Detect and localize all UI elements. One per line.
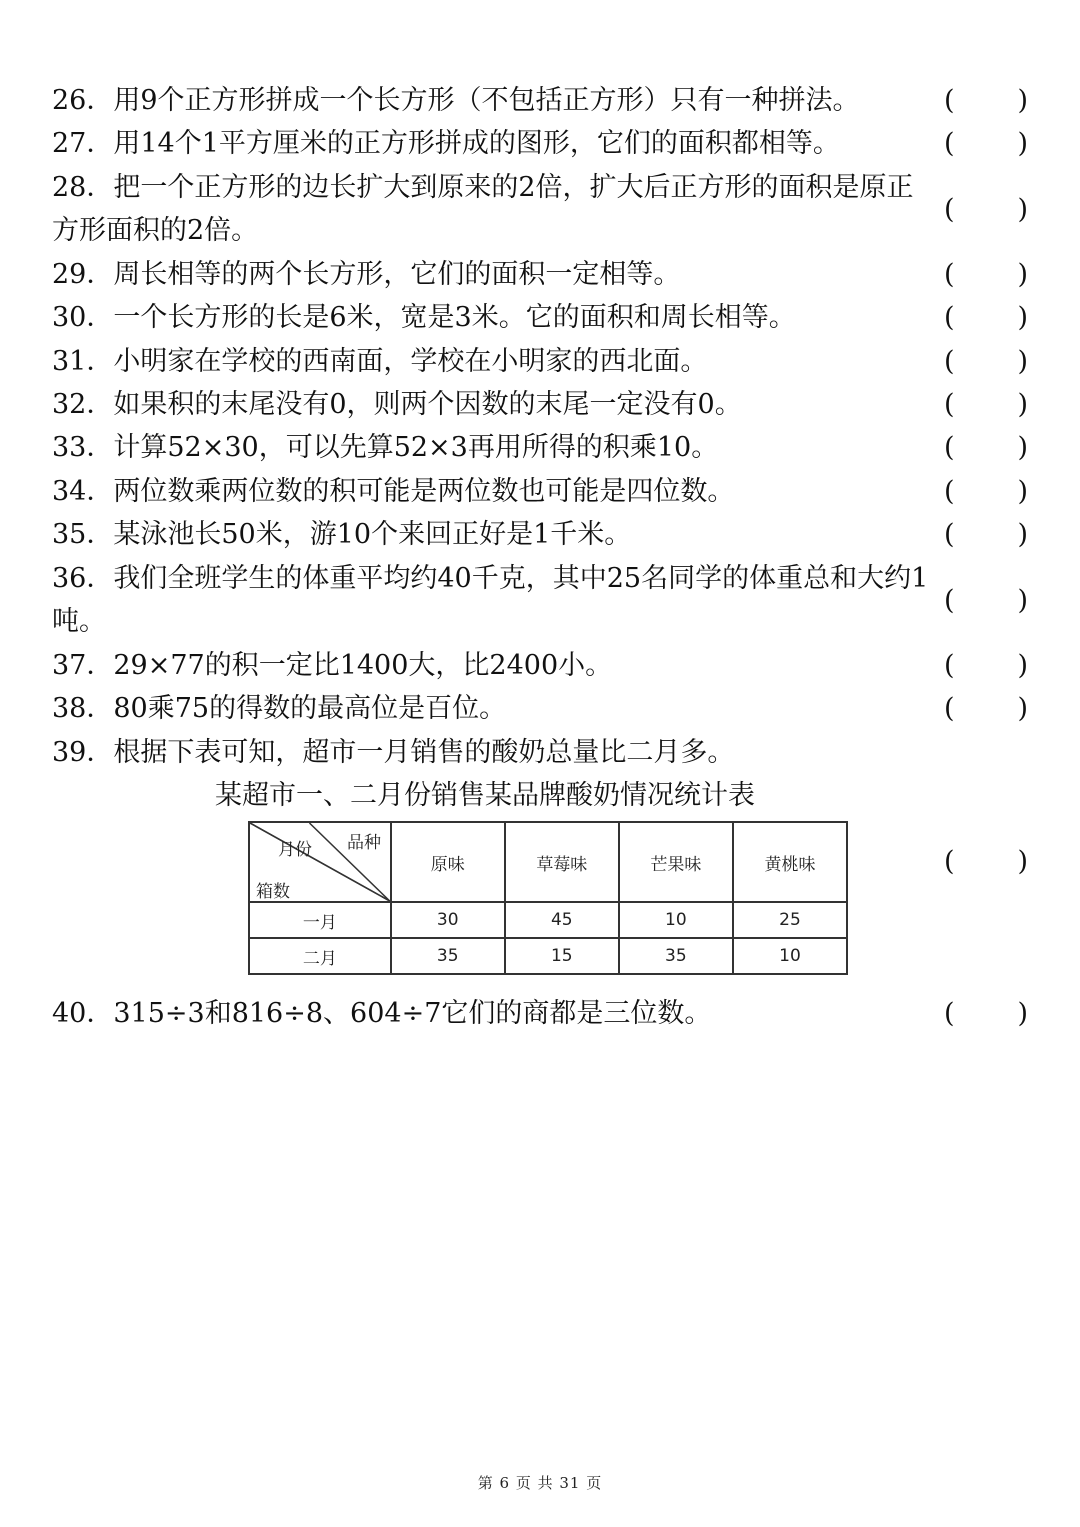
paren-open: ( xyxy=(944,302,955,333)
corner-label-month: 月份 xyxy=(278,840,312,860)
question-number: 30． xyxy=(52,302,114,333)
table-title: 某超市一、二月份销售某品牌酸奶情况统计表 xyxy=(215,780,755,811)
paren-open: ( xyxy=(944,85,955,116)
paren-open: ( xyxy=(944,432,955,463)
paren-close: ) xyxy=(1017,128,1028,159)
question-text: 用14个1平方厘米的正方形拼成的图形，它们的面积都相等。 xyxy=(113,128,840,159)
answer-blank-37[interactable] xyxy=(944,644,1028,687)
question-29 xyxy=(52,253,932,296)
question-text: 把一个正方形的边长扩大到原来的2倍，扩大后正方形的面积是原正方形面积的2倍。 xyxy=(52,172,914,246)
question-35 xyxy=(52,513,932,556)
paren-open: ( xyxy=(944,128,955,159)
paren-close: ) xyxy=(1017,194,1028,225)
paren-close: ) xyxy=(1017,85,1028,116)
table-cell: 25 xyxy=(733,902,847,938)
question-37 xyxy=(52,644,932,687)
paren-close: ) xyxy=(1017,846,1028,877)
question-number: 29． xyxy=(52,259,114,290)
question-number: 28． xyxy=(52,172,114,203)
table-cell: 35 xyxy=(619,938,733,974)
question-text: 一个长方形的长是6米，宽是3米。它的面积和周长相等。 xyxy=(113,302,796,333)
table-cell: 30 xyxy=(391,902,505,938)
question-30 xyxy=(52,296,932,339)
question-text: 小明家在学校的西南面，学校在小明家的西北面。 xyxy=(113,346,708,377)
question-number: 35． xyxy=(52,519,114,550)
question-text: 29×77的积一定比1400大，比2400小。 xyxy=(113,650,613,681)
row-label: 一月 xyxy=(249,902,391,938)
paren-close: ) xyxy=(1017,346,1028,377)
question-text: 两位数乘两位数的积可能是两位数也可能是四位数。 xyxy=(113,476,735,507)
paren-close: ) xyxy=(1017,476,1028,507)
answer-blank-27[interactable] xyxy=(944,122,1028,165)
question-text: 根据下表可知，超市一月销售的酸奶总量比二月多。 xyxy=(113,737,735,768)
paren-open: ( xyxy=(944,194,955,225)
paren-open: ( xyxy=(944,693,955,724)
question-34 xyxy=(52,470,932,513)
question-number: 33． xyxy=(52,432,114,463)
column-header: 黄桃味 xyxy=(733,822,847,902)
paren-open: ( xyxy=(944,346,955,377)
yogurt-sales-table xyxy=(248,821,848,975)
answer-blank-30[interactable] xyxy=(944,296,1028,339)
question-number: 34． xyxy=(52,476,114,507)
column-header: 原味 xyxy=(391,822,505,902)
answer-blank-40[interactable] xyxy=(944,992,1028,1035)
question-text: 用9个正方形拼成一个长方形（不包括正方形）只有一种拼法。 xyxy=(113,85,860,116)
question-28 xyxy=(52,166,922,252)
question-number: 27． xyxy=(52,128,114,159)
paren-close: ) xyxy=(1017,650,1028,681)
question-39 xyxy=(52,731,932,774)
table-row xyxy=(249,902,847,938)
question-text: 周长相等的两个长方形，它们的面积一定相等。 xyxy=(113,259,681,290)
question-number: 31． xyxy=(52,346,114,377)
table-cell: 45 xyxy=(505,902,619,938)
paren-close: ) xyxy=(1017,432,1028,463)
question-38 xyxy=(52,687,932,730)
answer-blank-26[interactable] xyxy=(944,79,1028,122)
corner-label-variety: 品种 xyxy=(347,833,381,853)
page-footer: 第 6 页 共 31 页 xyxy=(477,1474,603,1492)
table-cell: 10 xyxy=(733,938,847,974)
paren-open: ( xyxy=(944,998,955,1029)
question-text: 我们全班学生的体重平均约40千克，其中25名同学的体重总和大约1吨。 xyxy=(52,563,929,637)
question-36 xyxy=(52,557,932,643)
question-number: 26． xyxy=(52,85,114,116)
paren-open: ( xyxy=(944,476,955,507)
question-text: 计算52×30，可以先算52×3再用所得的积乘10。 xyxy=(113,432,719,463)
paren-open: ( xyxy=(944,585,955,616)
paren-close: ) xyxy=(1017,519,1028,550)
question-26 xyxy=(52,79,932,122)
answer-blank-34[interactable] xyxy=(944,470,1028,513)
answer-blank-33[interactable] xyxy=(944,426,1028,469)
column-header: 芒果味 xyxy=(619,822,733,902)
question-text: 315÷3和816÷8、604÷7它们的商都是三位数。 xyxy=(113,998,712,1029)
paren-open: ( xyxy=(944,650,955,681)
paren-close: ) xyxy=(1017,693,1028,724)
table-cell: 35 xyxy=(391,938,505,974)
column-header: 草莓味 xyxy=(505,822,619,902)
table-header-row xyxy=(249,822,847,902)
answer-blank-39[interactable] xyxy=(944,840,1028,883)
table-row xyxy=(249,938,847,974)
paren-close: ) xyxy=(1017,389,1028,420)
question-number: 32． xyxy=(52,389,114,420)
paren-open: ( xyxy=(944,259,955,290)
question-number: 36． xyxy=(52,563,114,594)
question-number: 38． xyxy=(52,693,114,724)
paren-close: ) xyxy=(1017,585,1028,616)
question-number: 37． xyxy=(52,650,114,681)
answer-blank-36[interactable] xyxy=(944,579,1028,622)
table-corner-cell xyxy=(249,822,391,902)
question-number: 39． xyxy=(52,737,114,768)
paren-open: ( xyxy=(944,389,955,420)
paren-close: ) xyxy=(1017,302,1028,333)
question-33 xyxy=(52,426,932,469)
question-text: 80乘75的得数的最高位是百位。 xyxy=(113,693,507,724)
corner-label-boxes: 箱数 xyxy=(256,882,290,902)
answer-blank-29[interactable] xyxy=(944,253,1028,296)
question-31 xyxy=(52,340,932,383)
question-number: 40． xyxy=(52,998,114,1029)
answer-blank-32[interactable] xyxy=(944,383,1028,426)
table-cell: 10 xyxy=(619,902,733,938)
paren-close: ) xyxy=(1017,998,1028,1029)
paren-close: ) xyxy=(1017,259,1028,290)
question-text: 某泳池长50米，游10个来回正好是1千米。 xyxy=(113,519,632,550)
answer-blank-31[interactable] xyxy=(944,340,1028,383)
question-27 xyxy=(52,122,932,165)
table-cell: 15 xyxy=(505,938,619,974)
answer-blank-38[interactable] xyxy=(944,687,1028,730)
question-40 xyxy=(52,992,932,1035)
answer-blank-35[interactable] xyxy=(944,513,1028,556)
row-label: 二月 xyxy=(249,938,391,974)
question-32 xyxy=(52,383,932,426)
answer-blank-28[interactable] xyxy=(944,188,1028,231)
paren-open: ( xyxy=(944,519,955,550)
paren-open: ( xyxy=(944,846,955,877)
question-text: 如果积的末尾没有0，则两个因数的末尾一定没有0。 xyxy=(113,389,742,420)
